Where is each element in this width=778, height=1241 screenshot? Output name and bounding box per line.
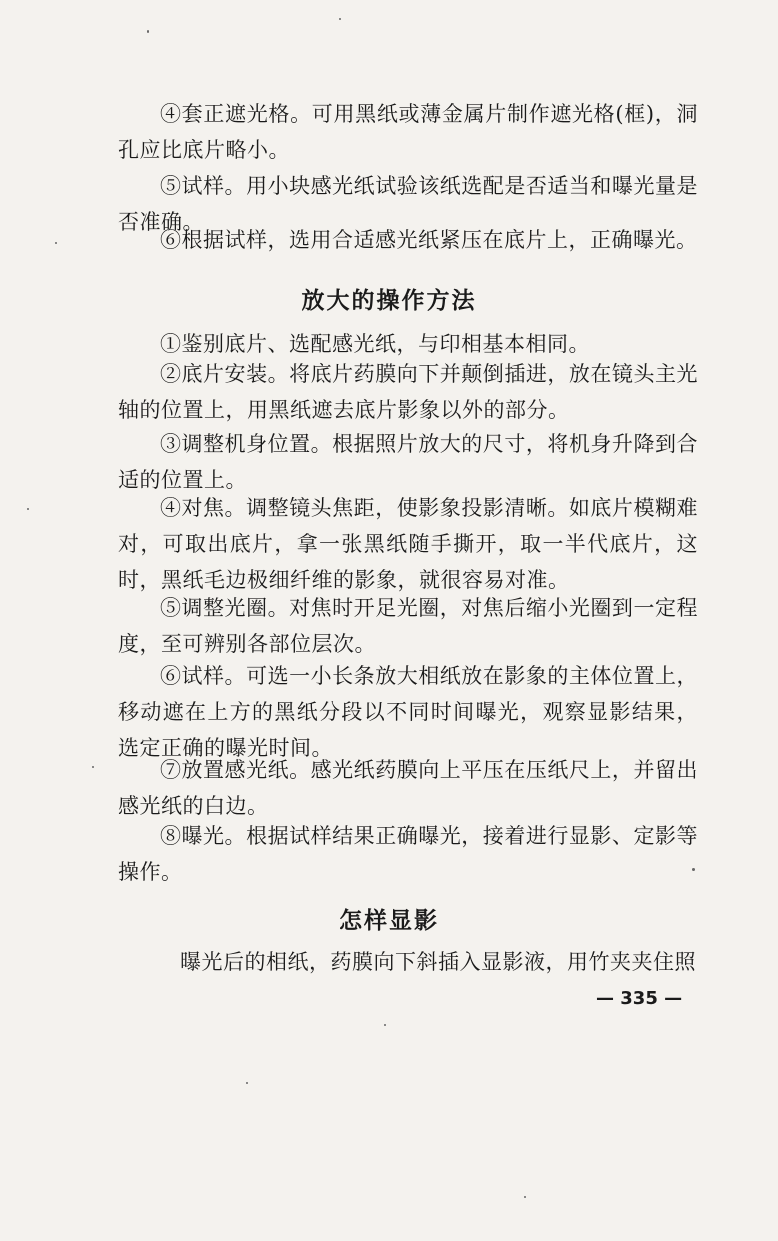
paragraph-step-8: ⑧曝光。根据试样结果正确曝光，接着进行显影、定影等操作。 [118,824,698,884]
paragraph-test-sample: ⑤试样。用小块感光纸试验该纸选配是否适当和曝光量是否准确。 [118,174,698,234]
scan-speck [55,242,57,244]
section-heading-enlarging: 放大的操作方法 [301,288,477,314]
scan-speck [384,1024,386,1026]
scan-speck [27,508,29,510]
scan-speck [339,18,341,20]
scan-speck [92,766,94,768]
paragraph-step-3: ③调整机身位置。根据照片放大的尺寸，将机身升降到合适的位置上。 [118,432,698,492]
paragraph-exposure: ⑥根据试样，选用合适感光纸紧压在底片上，正确曝光。 [160,228,698,252]
paragraph-step-2: ②底片安装。将底片药膜向下并颠倒插进，放在镜头主光轴的位置上，用黑纸遮去底片影象以外的部分。 [118,362,698,422]
paragraph-step-5: ⑤调整光圈。对焦时开足光圈，对焦后缩小光圈到一定程度，至可辨别各部位层次。 [118,596,698,656]
scan-speck [147,30,149,33]
paragraph-step-1: ①鉴别底片、选配感光纸，与印相基本相同。 [160,332,590,356]
scan-speck [692,868,695,871]
paragraph-mask-frame: ④套正遮光格。可用黑纸或薄金属片制作遮光格(框)，洞孔应比底片略小。 [118,102,698,162]
scan-speck [246,1082,248,1084]
paragraph-developing-intro: 曝光后的相纸，药膜向下斜插入显影液，用竹夹夹住照 [180,950,696,974]
paragraph-step-7: ⑦放置感光纸。感光纸药膜向上平压在压纸尺上，并留出感光纸的白边。 [118,758,698,818]
paragraph-step-6: ⑥试样。可选一小长条放大相纸放在影象的主体位置上，移动遮在上方的黑纸分段以不同时间曝光，观察显影结果，选定正确的曝光时间。 [118,664,698,760]
section-heading-developing: 怎样显影 [339,908,439,934]
paragraph-step-4: ④对焦。调整镜头焦距，使影象投影清晰。如底片模糊难对，可取出底片，拿一张黑纸随手撕开，取一半代底片，这时，黑纸毛边极细纤维的影象，就很容易对准。 [118,496,698,592]
page-number: — 335 — [596,988,683,1009]
scan-speck [524,1196,526,1198]
